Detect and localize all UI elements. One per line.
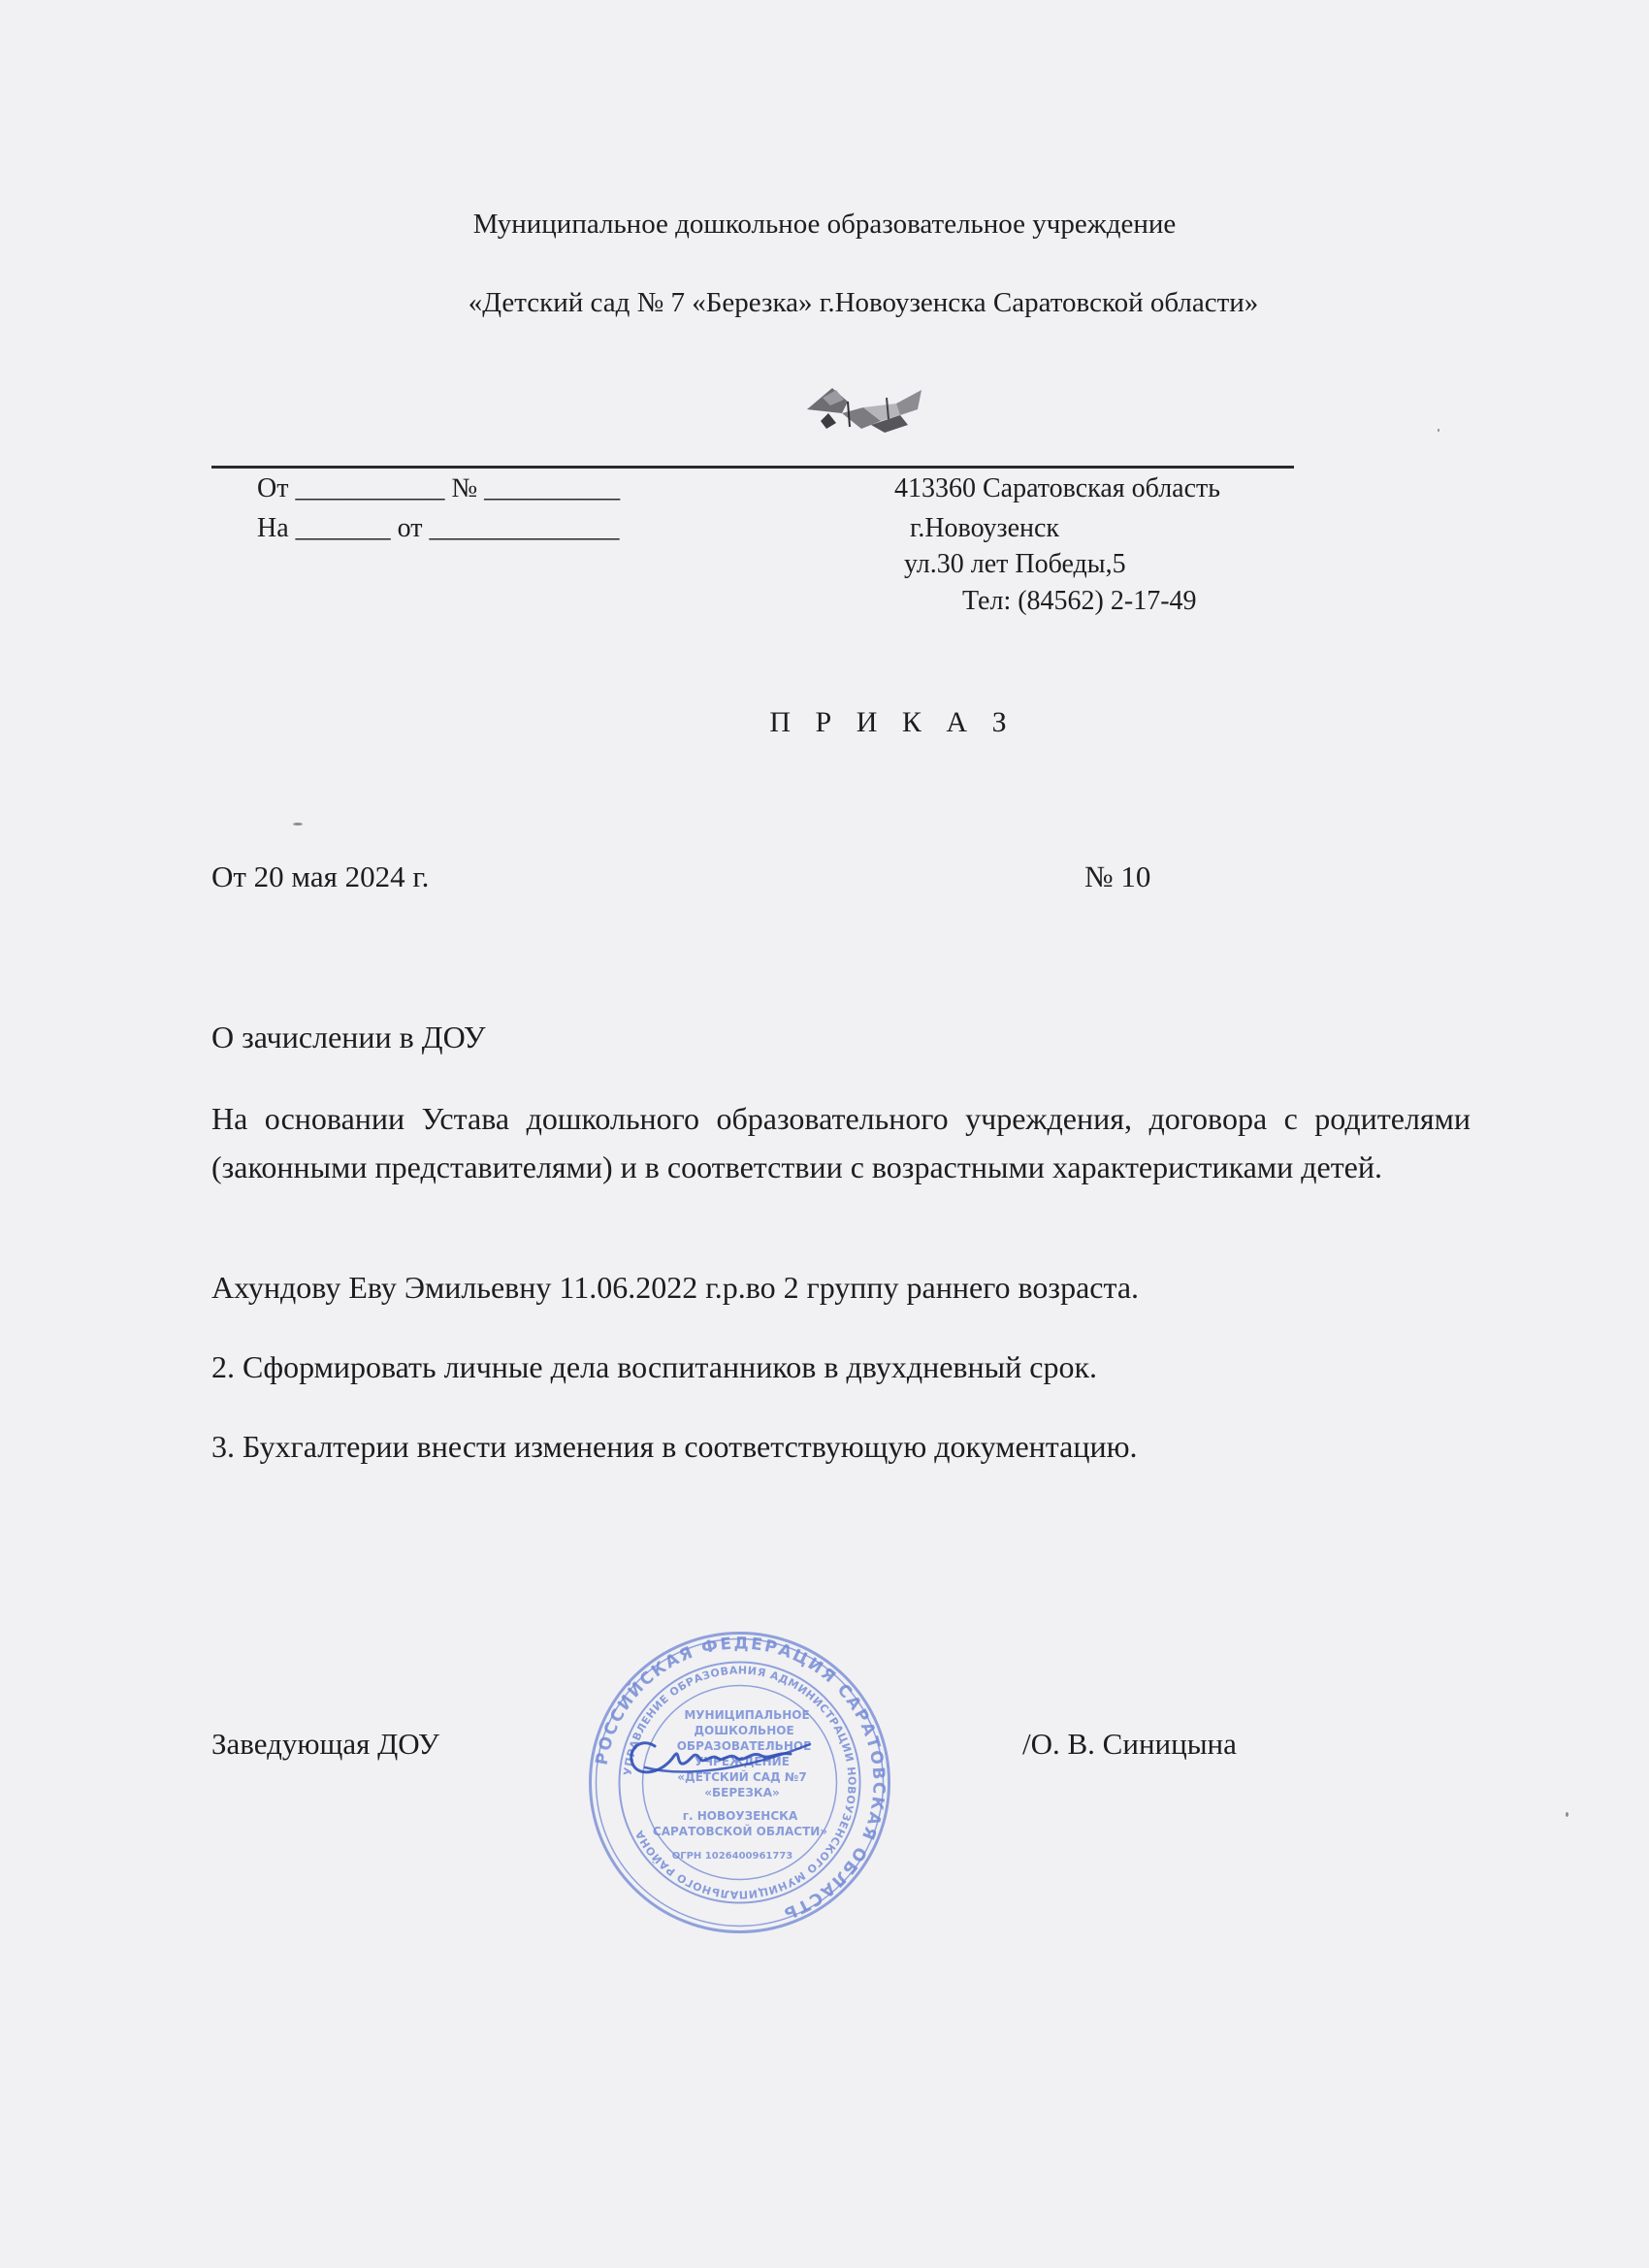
institution-name-line1: Муниципальное дошкольное образовательное учреждение	[472, 209, 1177, 240]
seal-center-line: «ДЕТСКИЙ САД №7	[677, 1770, 807, 1784]
seal-center-line: ОБРАЗОВАТЕЛЬНОЕ	[676, 1739, 812, 1753]
seal-outer-text: РОССИЙСКАЯ ФЕДЕРАЦИЯ САРАТОВСКАЯ ОБЛАСТЬ	[592, 1634, 889, 1924]
order-basis: На основании Устава дошкольного образовательного учреждения, договора с родителями (законными представителями) и в соответствии с возрастными характеристиками детей.	[211, 1101, 1471, 1184]
phone-number: Тел: (84562) 2-17-49	[962, 586, 1197, 616]
address-line3: ул.30 лет Победы,5	[904, 549, 1126, 579]
signatory-position: Заведующая ДОУ	[211, 1727, 439, 1761]
seal-center-line: «БЕРЕЗКА»	[704, 1786, 780, 1799]
seal-inner-ring-text: УПРАВЛЕНИЕ ОБРАЗОВАНИЯ АДМИНИСТРАЦИИ НОВОУЗЕНСКОГО МУНИЦИПАЛЬНОГО РАЙОНА	[621, 1664, 858, 1901]
seal-center-line: УЧРЕЖДЕНИЕ	[695, 1755, 790, 1768]
emblem-icon	[803, 380, 929, 437]
incoming-reference: На _______ от ______________	[257, 513, 620, 543]
order-subject: О зачислении в ДОУ	[211, 1020, 486, 1054]
outgoing-reference: От ___________ № __________	[257, 473, 621, 503]
address-line1: 413360 Саратовская область	[894, 473, 1221, 503]
seal-ogrn: ОГРН 1026400961773	[671, 1851, 793, 1862]
document-title: П Р И К А З	[769, 706, 1016, 738]
official-seal	[587, 1630, 892, 1935]
seal-center-line: МУНИЦИПАЛЬНОЕ	[684, 1708, 810, 1722]
scan-speck	[293, 823, 303, 826]
seal-center-line: ДОШКОЛЬНОЕ	[694, 1724, 794, 1737]
seal-center-line: г. НОВОУЗЕНСКА	[682, 1809, 798, 1823]
order-number: № 10	[1084, 859, 1151, 893]
scan-speck	[1566, 1812, 1568, 1817]
institution-name-line2: «Детский сад № 7 «Березка» г.Новоузенска Саратовской области»	[468, 287, 1259, 318]
order-item-1: Ахундову Еву Эмильевну 11.06.2022 г.р.во 2 группу раннего возраста.	[211, 1270, 1140, 1305]
seal-center-line: САРАТОВСКОЙ ОБЛАСТИ»	[652, 1825, 828, 1838]
scan-speck	[1438, 429, 1439, 432]
header-divider	[211, 466, 1294, 469]
order-item-3: 3. Бухгалтерии внести изменения в соответствующую документацию.	[211, 1429, 1138, 1464]
order-date: От 20 мая 2024 г.	[211, 859, 430, 893]
address-line2: г.Новоузенск	[910, 513, 1060, 543]
order-item-2: 2. Сформировать личные дела воспитанников в двухдневный срок.	[211, 1349, 1098, 1384]
signatory-name: /О. В. Синицына	[1022, 1727, 1237, 1761]
